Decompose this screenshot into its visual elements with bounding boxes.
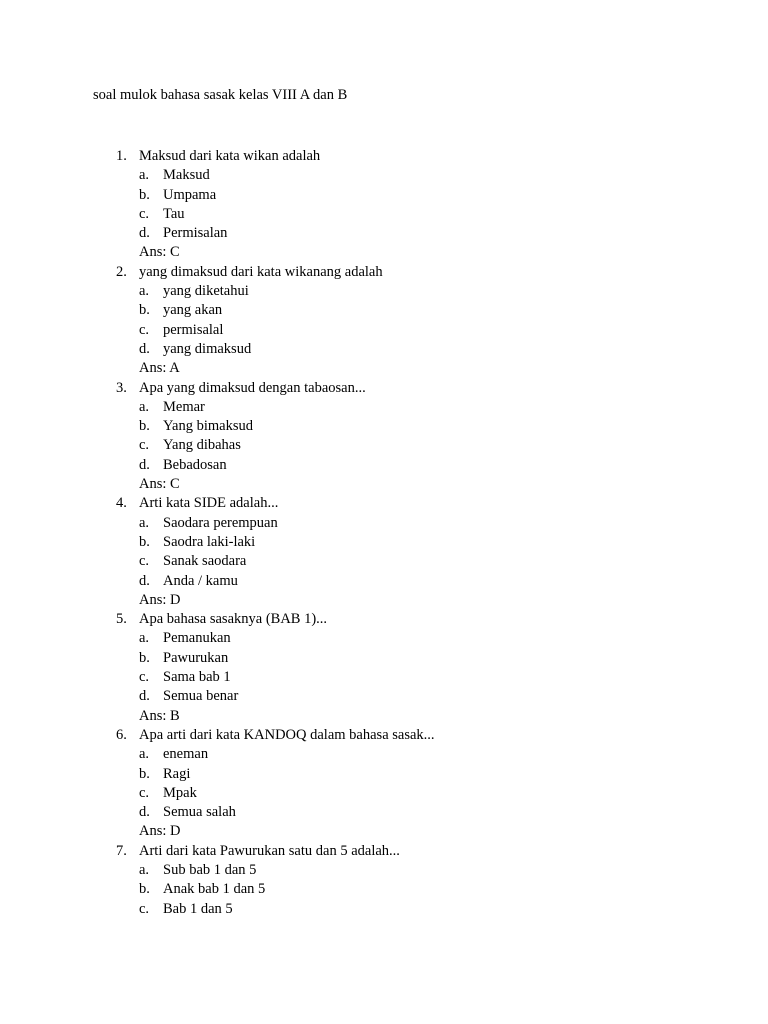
- option-letter: d.: [139, 456, 150, 473]
- option-text: Permisalan: [163, 225, 228, 242]
- question-text: Apa bahasa sasaknya (BAB 1)...: [139, 611, 328, 628]
- question-number: 1.: [116, 148, 127, 164]
- option-text: Bab 1 dan 5: [163, 900, 233, 917]
- option-text: Anda / kamu: [163, 572, 238, 589]
- option-text: Sub bab 1 dan 5: [163, 861, 257, 878]
- option-text: Pemanukan: [163, 630, 231, 647]
- question-number: 4.: [116, 495, 127, 512]
- option-letter: b.: [139, 418, 150, 435]
- question-number: 7.: [116, 842, 127, 859]
- question-text: Arti dari kata Pawurukan satu dan 5 adalah...: [139, 842, 400, 859]
- option-letter: b.: [139, 533, 150, 550]
- answer-key: Ans: A: [139, 360, 180, 377]
- option-text: Memar: [163, 398, 205, 415]
- option-letter: b.: [139, 649, 150, 666]
- option-text: Saodra laki-laki: [163, 533, 256, 550]
- answer-key: Ans: D: [139, 823, 181, 840]
- question-number: 3.: [116, 379, 127, 396]
- option-text: Anak bab 1 dan 5: [163, 881, 266, 898]
- option-text: Pawurukan: [163, 649, 229, 666]
- option-text: permisalal: [163, 321, 224, 338]
- option-letter: c.: [139, 553, 150, 570]
- question-text: yang dimaksud dari kata wikanang adalah: [139, 263, 383, 280]
- answer-key: Ans: B: [139, 707, 180, 724]
- option-text: Bebadosan: [163, 456, 227, 473]
- option-letter: a.: [139, 167, 150, 184]
- option-text: Semua salah: [163, 804, 236, 821]
- option-text: eneman: [163, 746, 209, 763]
- document-title: soal mulok bahasa sasak kelas VIII A dan B: [93, 87, 348, 103]
- option-letter: b.: [139, 186, 150, 203]
- question-text: Apa arti dari kata KANDOQ dalam bahasa sasak...: [139, 726, 435, 743]
- question-number: 5.: [116, 611, 127, 628]
- answer-key: Ans: C: [139, 244, 180, 261]
- option-text: Umpama: [163, 186, 217, 203]
- option-text: Yang dibahas: [163, 437, 241, 454]
- option-letter: c.: [139, 669, 150, 686]
- option-text: Saodara perempuan: [163, 514, 278, 531]
- option-text: Semua benar: [163, 688, 239, 705]
- option-letter: c.: [139, 321, 150, 338]
- question-text: Apa yang dimaksud dengan tabaosan...: [139, 379, 366, 396]
- option-letter: b.: [139, 302, 150, 319]
- option-letter: c.: [139, 900, 150, 917]
- option-text: yang diketahui: [163, 283, 249, 300]
- option-letter: d.: [139, 340, 150, 357]
- option-text: Maksud: [163, 167, 210, 184]
- question-text: Maksud dari kata wikan adalah: [139, 148, 321, 164]
- option-letter: d.: [139, 225, 150, 242]
- option-text: yang akan: [163, 302, 223, 319]
- answer-key: Ans: D: [139, 591, 181, 608]
- option-letter: a.: [139, 398, 150, 415]
- option-text: Ragi: [163, 765, 191, 782]
- option-letter: a.: [139, 861, 150, 878]
- option-letter: a.: [139, 514, 150, 531]
- option-letter: d.: [139, 572, 150, 589]
- option-text: Sama bab 1: [163, 669, 231, 686]
- answer-key: Ans: C: [139, 476, 180, 493]
- option-text: yang dimaksud: [163, 340, 252, 357]
- option-letter: c.: [139, 437, 150, 454]
- option-text: Mpak: [163, 784, 197, 801]
- option-letter: b.: [139, 765, 150, 782]
- option-letter: c.: [139, 205, 150, 222]
- option-letter: a.: [139, 630, 150, 647]
- option-letter: d.: [139, 804, 150, 821]
- question-number: 2.: [116, 263, 127, 280]
- option-letter: c.: [139, 784, 150, 801]
- question-text: Arti kata SIDE adalah...: [139, 495, 279, 512]
- option-letter: d.: [139, 688, 150, 705]
- option-letter: a.: [139, 746, 150, 763]
- option-letter: a.: [139, 283, 150, 300]
- option-text: Tau: [163, 205, 185, 222]
- question-number: 6.: [116, 726, 127, 743]
- option-text: Yang bimaksud: [163, 418, 253, 435]
- option-letter: b.: [139, 881, 150, 898]
- option-text: Sanak saodara: [163, 553, 247, 570]
